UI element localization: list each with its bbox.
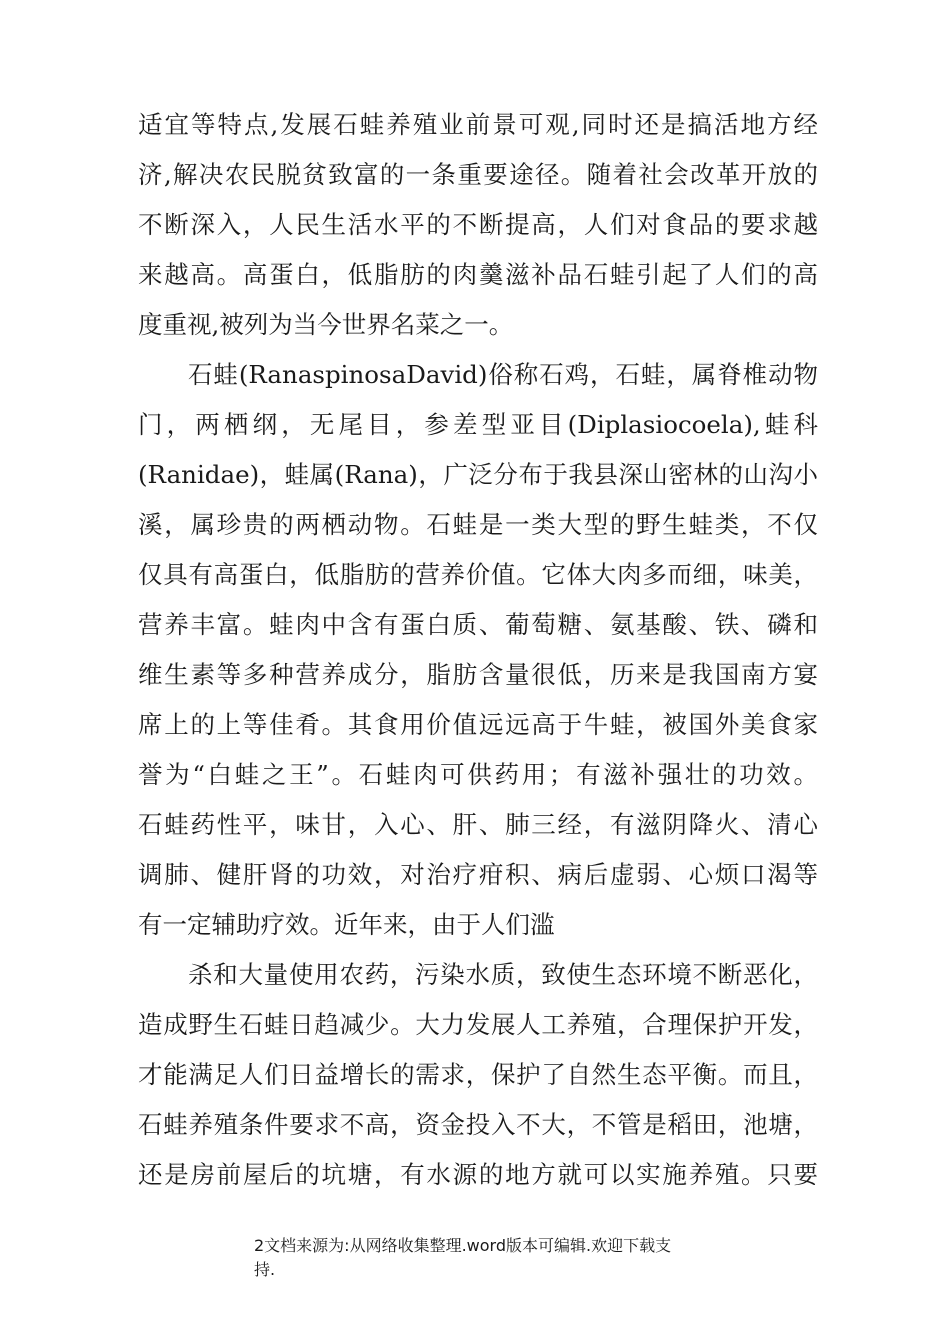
text-line: 来越高。高蛋白，低脂肪的肉羹滋补品石蛙引起了人们的高: [138, 260, 818, 289]
text-line: 石蛙(RanaspinosaDavid)俗称石鸡，石蛙，属脊椎动物: [188, 360, 818, 389]
page-footer: [254, 1234, 714, 1282]
text-line: 不断深入，人民生活水平的不断提高，人们对食品的要求越: [138, 210, 818, 239]
text-line: 还是房前屋后的坑塘，有水源的地方就可以实施养殖。只要: [138, 1160, 818, 1189]
text-line: 济,解决农民脱贫致富的一条重要途径。随着社会改革开放的: [138, 160, 818, 189]
text-line: 才能满足人们日益增长的需求，保护了自然生态平衡。而且，: [138, 1060, 818, 1089]
text-line: 有一定辅助疗效。近年来，由于人们滥: [138, 910, 555, 939]
text-line: 仅具有高蛋白，低脂肪的营养价值。它体大肉多而细，味美，: [138, 560, 818, 589]
text-line: 营养丰富。蛙肉中含有蛋白质、葡萄糖、氨基酸、铁、磷和: [138, 610, 818, 639]
text-line: 适宜等特点,发展石蛙养殖业前景可观,同时还是搞活地方经: [138, 110, 818, 139]
body-text: [138, 100, 818, 1200]
footer-text: 持.: [254, 1260, 276, 1279]
text-line: 杀和大量使用农药，污染水质，致使生态环境不断恶化，: [188, 960, 818, 989]
text-line: 调肺、健肝肾的功效，对治疗疳积、病后虚弱、心烦口渴等: [138, 860, 818, 889]
text-line: 席上的上等佳肴。其食用价值远远高于牛蛙，被国外美食家: [138, 710, 818, 739]
text-line: 造成野生石蛙日趋减少。大力发展人工养殖，合理保护开发，: [138, 1010, 818, 1039]
text-line: 维生素等多种营养成分，脂肪含量很低，历来是我国南方宴: [138, 660, 818, 689]
paragraph: [138, 100, 818, 350]
text-line: 誉为“白蛙之王”。石蛙肉可供药用；有滋补强壮的功效。: [138, 760, 818, 789]
text-line: 度重视,被列为当今世界名菜之一。: [138, 310, 514, 339]
paragraph: [138, 950, 818, 1200]
footer-text: 2文档来源为:从网络收集整理.word版本可编辑.欢迎下载支: [254, 1236, 672, 1255]
text-line: 溪，属珍贵的两栖动物。石蛙是一类大型的野生蛙类，不仅: [138, 510, 818, 539]
text-line: 门，两栖纲，无尾目，参差型亚目(Diplasiocoela),蛙科: [138, 410, 818, 439]
text-line: 石蛙养殖条件要求不高，资金投入不大，不管是稻田，池塘，: [138, 1110, 818, 1139]
paragraph: [138, 350, 818, 950]
text-line: 石蛙药性平，味甘，入心、肝、肺三经，有滋阴降火、清心: [138, 810, 818, 839]
text-line: (Ranidae)，蛙属(Rana)，广泛分布于我县深山密林的山沟小: [138, 460, 818, 489]
